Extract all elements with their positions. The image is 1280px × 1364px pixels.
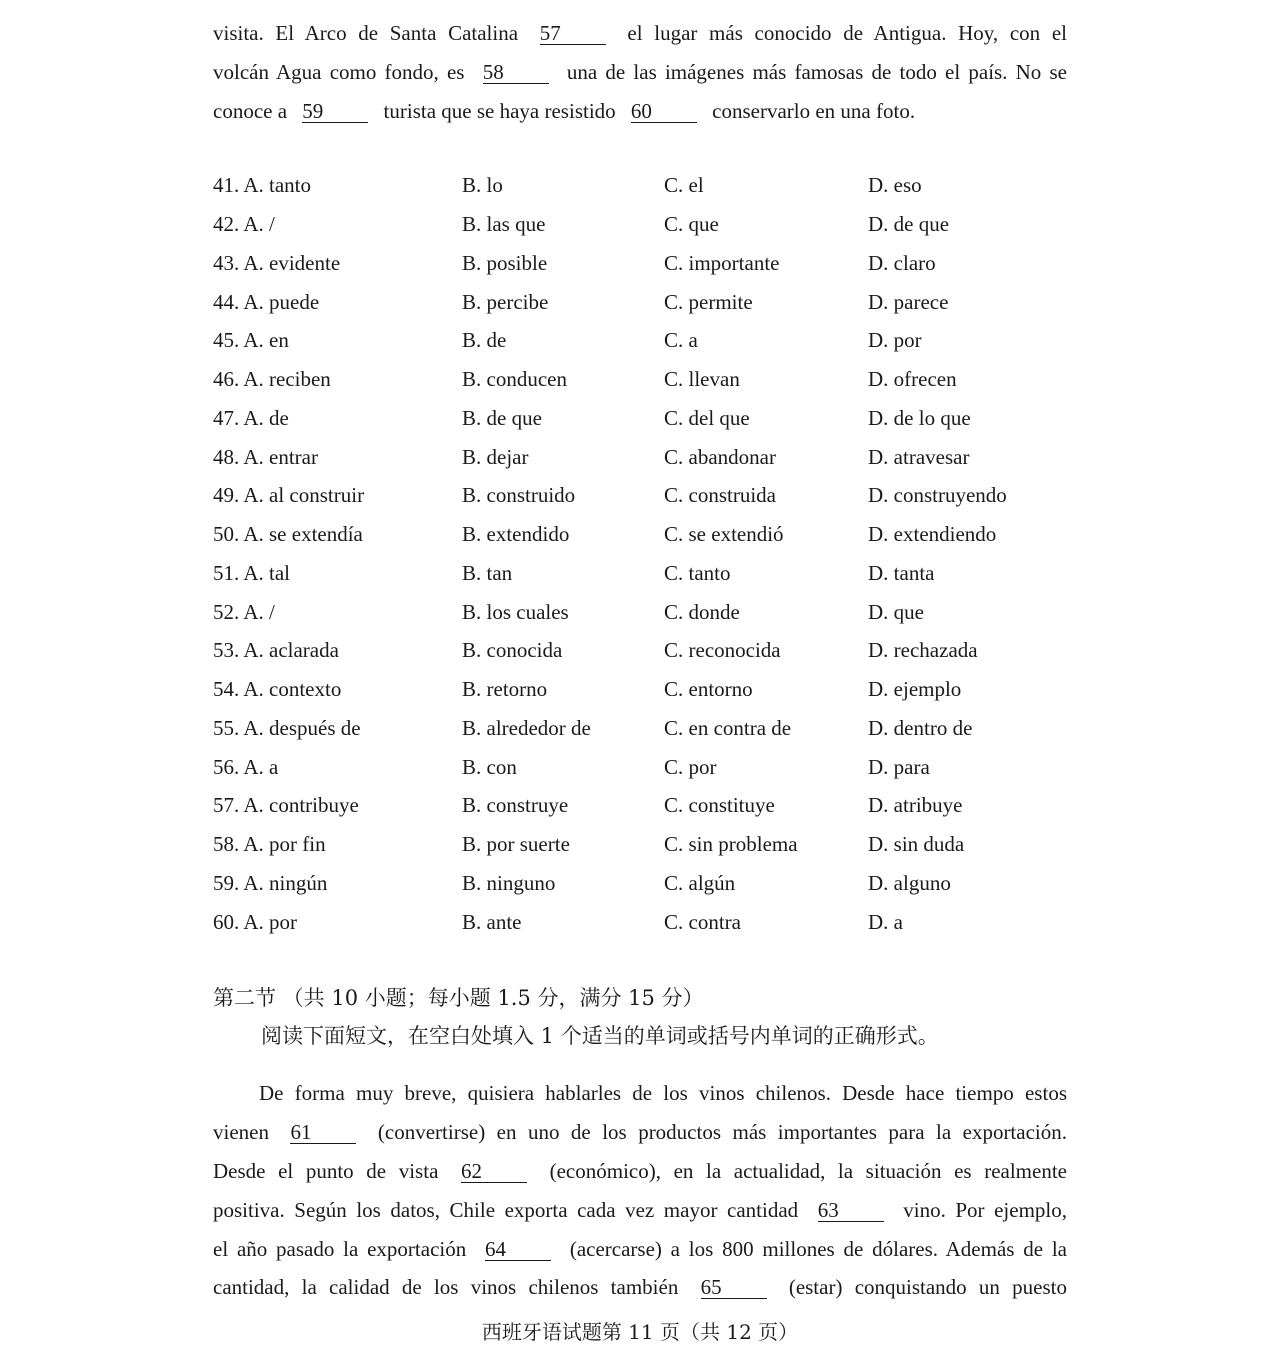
option-row	[213, 360, 1067, 399]
passage-line	[213, 1113, 1067, 1152]
option-row	[213, 244, 1067, 283]
option-d: D. por	[868, 328, 922, 353]
passage-text: el año pasado la exportación	[213, 1236, 476, 1261]
option-b: B. ninguno	[462, 870, 556, 895]
option-row	[213, 205, 1067, 244]
option-row	[213, 166, 1067, 205]
option-d: D. parece	[868, 289, 949, 314]
option-c: C. a	[664, 328, 698, 353]
option-row	[213, 554, 1067, 593]
passage-text: el lugar más conocido de Antigua. Hoy, con el	[615, 21, 1068, 45]
passage-line	[213, 92, 1067, 131]
option-a: 42. A. /	[213, 212, 275, 237]
option-c: C. en contra de	[664, 715, 792, 740]
option-a: 51. A. tal	[213, 560, 290, 585]
option-b: B. retorno	[462, 677, 548, 702]
option-b: B. tan	[462, 560, 513, 585]
blank-57: 57	[540, 22, 606, 45]
option-b: B. las que	[462, 212, 546, 237]
option-c: C. reconocida	[664, 638, 781, 663]
option-d: D. eso	[868, 173, 922, 198]
option-d: D. de lo que	[868, 405, 971, 430]
passage-line	[213, 1230, 1067, 1269]
blank-65: 65	[701, 1276, 767, 1299]
passage-text: conservarlo en una foto.	[706, 98, 916, 123]
passage-text: vino. Por ejemplo,	[893, 1197, 1067, 1222]
option-b: B. ante	[462, 909, 522, 934]
option-c: C. construida	[664, 483, 776, 508]
option-d: D. ofrecen	[868, 367, 957, 392]
blank-61: 61	[290, 1121, 356, 1144]
option-b: B. extendido	[462, 522, 570, 547]
option-a: 52. A. /	[213, 599, 275, 624]
passage-line	[213, 53, 1067, 92]
option-row	[213, 670, 1067, 709]
passage-line	[213, 1268, 1067, 1307]
option-a: 53. A. aclarada	[213, 638, 339, 663]
option-d: D. a	[868, 909, 903, 934]
option-c: C. tanto	[664, 560, 731, 585]
option-b: B. alrededor de	[462, 715, 591, 740]
option-c: C. entorno	[664, 677, 753, 702]
option-d: D. construyendo	[868, 483, 1007, 508]
option-c: C. el	[664, 173, 704, 198]
blank-63: 63	[818, 1199, 884, 1222]
option-a: 58. A. por fin	[213, 832, 326, 857]
option-b: B. de	[462, 328, 507, 353]
option-d: D. alguno	[868, 870, 951, 895]
fill-in-passage	[213, 1074, 1067, 1307]
option-a: 50. A. se extendía	[213, 522, 363, 547]
option-row	[213, 515, 1067, 554]
option-c: C. constituye	[664, 793, 775, 818]
option-b: B. de que	[462, 405, 542, 430]
option-b: B. conocida	[462, 638, 563, 663]
option-c: C. llevan	[664, 367, 740, 392]
option-d: D. ejemplo	[868, 677, 962, 702]
passage-text: (económico), en la actualidad, la situación es realmente	[537, 1158, 1067, 1183]
blank-59: 59	[302, 100, 368, 123]
option-d: D. para	[868, 754, 930, 779]
option-row	[213, 748, 1067, 787]
exam-page	[213, 14, 1067, 1307]
option-b: B. los cuales	[462, 599, 569, 624]
option-c: C. abandonar	[664, 444, 776, 469]
option-b: B. con	[462, 754, 517, 779]
option-c: C. sin problema	[664, 832, 798, 857]
option-d: D. tanta	[868, 560, 935, 585]
option-a: 43. A. evidente	[213, 250, 341, 275]
passage-text: Desde el punto de vista	[213, 1158, 451, 1183]
option-d: D. de que	[868, 212, 950, 237]
option-c: C. donde	[664, 599, 740, 624]
option-a: 60. A. por	[213, 909, 297, 934]
option-c: C. contra	[664, 909, 741, 934]
passage-text: (estar) conquistando un puesto	[776, 1275, 1067, 1300]
option-d: D. rechazada	[868, 638, 978, 663]
passage-line	[213, 1152, 1067, 1191]
option-b: B. construye	[462, 793, 569, 818]
option-row	[213, 903, 1067, 942]
section-two-heading: 第二节 （共 10 小题；每小题 1.5 分，满分 15 分）	[213, 986, 704, 1011]
option-a: 46. A. reciben	[213, 367, 331, 392]
passage-text: conoce a	[213, 98, 293, 123]
option-d: D. que	[868, 599, 924, 624]
option-row	[213, 593, 1067, 632]
passage-text: turista que se haya resistido	[378, 98, 621, 123]
option-b: B. conducen	[462, 367, 567, 392]
passage-text: una de las imágenes más famosas de todo el país. No se	[558, 59, 1067, 84]
option-c: C. por	[664, 754, 717, 779]
option-row	[213, 399, 1067, 438]
passage-line	[213, 1191, 1067, 1230]
section-two-instruction: 阅读下面短文，在空白处填入 1 个适当的单词或括号内单词的正确形式。	[261, 1024, 939, 1049]
option-row	[213, 476, 1067, 515]
option-a: 48. A. entrar	[213, 444, 318, 469]
option-c: C. algún	[664, 870, 736, 895]
option-b: B. posible	[462, 250, 548, 275]
option-a: 49. A. al construir	[213, 483, 365, 508]
option-row	[213, 825, 1067, 864]
option-a: 54. A. contexto	[213, 677, 342, 702]
blank-60: 60	[631, 100, 697, 123]
passage-text: positiva. Según los datos, Chile exporta cada vez mayor cantidad	[213, 1197, 808, 1222]
passage-text: De forma muy breve, quisiera hablarles de los vinos chilenos. Desde hace tiempo estos	[259, 1081, 1067, 1106]
option-d: D. extendiendo	[868, 522, 997, 547]
option-a: 47. A. de	[213, 405, 289, 430]
option-d: D. atribuye	[868, 793, 963, 818]
option-row	[213, 786, 1067, 825]
option-a: 45. A. en	[213, 328, 289, 353]
option-d: D. dentro de	[868, 715, 973, 740]
option-c: C. del que	[664, 405, 750, 430]
passage-text: vienen	[213, 1120, 281, 1145]
option-c: C. importante	[664, 250, 780, 275]
blank-62: 62	[461, 1160, 527, 1183]
option-a: 56. A. a	[213, 754, 279, 779]
blank-58: 58	[483, 61, 549, 84]
option-a: 55. A. después de	[213, 715, 361, 740]
option-a: 57. A. contribuye	[213, 793, 359, 818]
passage-line	[213, 1074, 1067, 1113]
option-b: B. percibe	[462, 289, 549, 314]
passage-text: (acercarse) a los 800 millones de dólares. Además de la	[561, 1236, 1067, 1261]
option-b: B. por suerte	[462, 832, 570, 857]
answer-options-table	[213, 166, 1067, 941]
option-row	[213, 631, 1067, 670]
option-c: C. que	[664, 212, 719, 237]
option-d: D. atravesar	[868, 444, 970, 469]
option-a: 41. A. tanto	[213, 173, 311, 198]
option-b: B. dejar	[462, 444, 529, 469]
cloze-passage-end	[213, 14, 1067, 130]
option-a: 59. A. ningún	[213, 870, 328, 895]
option-b: B. lo	[462, 173, 503, 198]
option-row	[213, 438, 1067, 477]
passage-text: (convertirse) en uno de los productos más importantes para la exportación.	[366, 1120, 1067, 1145]
option-d: D. sin duda	[868, 832, 965, 857]
passage-text: visita. El Arco de Santa Catalina	[213, 21, 530, 45]
passage-text: cantidad, la calidad de los vinos chilenos también	[213, 1275, 691, 1300]
option-c: C. permite	[664, 289, 753, 314]
blank-64: 64	[485, 1238, 551, 1261]
passage-line	[213, 14, 1067, 53]
option-c: C. se extendió	[664, 522, 784, 547]
page-footer: 西班牙语试题第 11 页（共 12 页）	[481, 1320, 799, 1344]
option-b: B. construido	[462, 483, 576, 508]
passage-text: volcán Agua como fondo, es	[213, 59, 473, 84]
option-row	[213, 321, 1067, 360]
option-a: 44. A. puede	[213, 289, 320, 314]
option-d: D. claro	[868, 250, 936, 275]
option-row	[213, 283, 1067, 322]
option-row	[213, 709, 1067, 748]
option-row	[213, 864, 1067, 903]
